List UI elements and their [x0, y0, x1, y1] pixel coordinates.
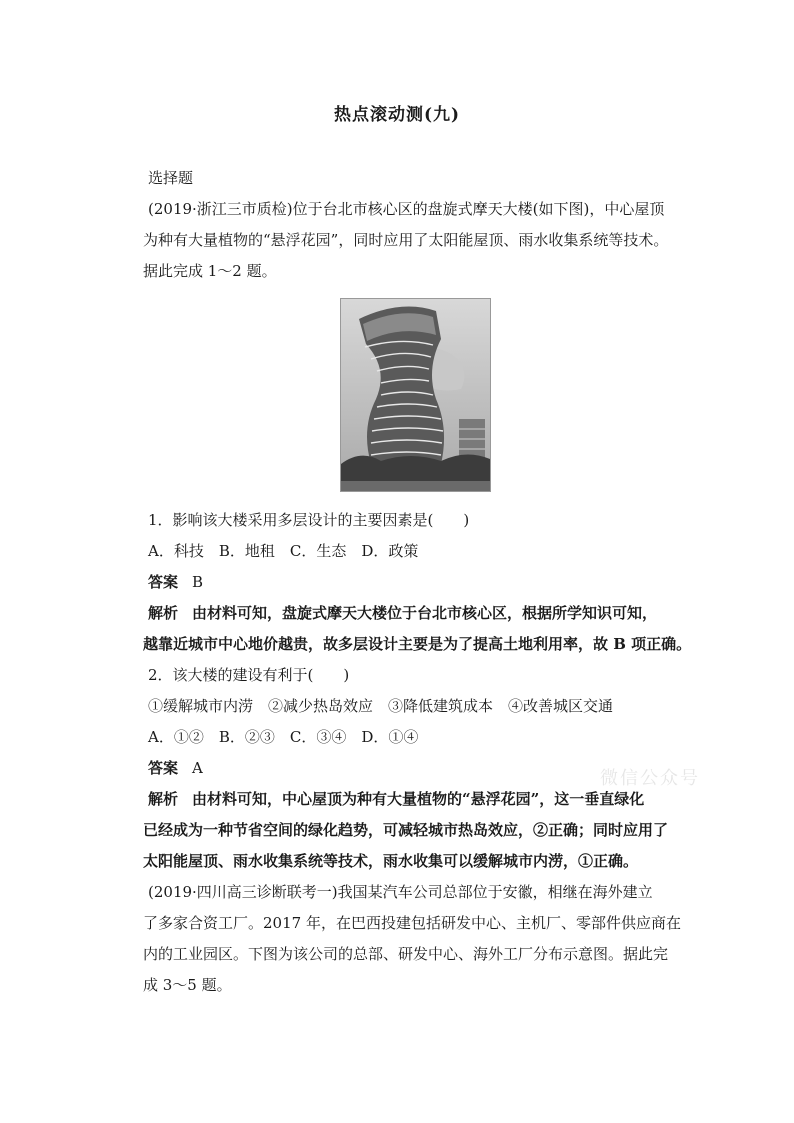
material-2-line-3: 内的工业园区。下图为该公司的总部、研发中心、海外工厂分布示意图。据此完 [143, 945, 669, 963]
material-1-line-2: 为种有大量植物的“悬浮花园”，同时应用了太阳能屋顶、雨水收集系统等技术。 [143, 231, 669, 249]
question-1-stem: 1．影响该大楼采用多层设计的主要因素是( ) [148, 511, 470, 529]
question-1-options: A．科技 B．地租 C．生态 D．政策 [148, 542, 419, 560]
material-1-line-1: (2019·浙江三市质检)位于台北市核心区的盘旋式摩天大楼(如下图)，中心屋顶 [148, 200, 665, 218]
building-photo [340, 298, 491, 492]
material-1-line-3: 据此完成 1～2 题。 [143, 262, 277, 280]
question-1-analysis-line-2: 越靠近城市中心地价越贵，故多层设计主要是为了提高土地利用率，故 B 项正确。 [143, 635, 692, 653]
question-1-analysis-line-1 [148, 602, 657, 624]
material-2-line-4: 成 3～5 题。 [143, 976, 232, 994]
analysis-label: 解析 [148, 604, 179, 622]
material-2-line-1: (2019·四川高三诊断联考一)我国某汽车公司总部位于安徽，相继在海外建立 [148, 883, 653, 901]
material-2-line-2: 了多家合资工厂。2017 年，在巴西投建包括研发中心、主机厂、零部件供应商在 [143, 914, 681, 932]
question-2-analysis-line-3: 太阳能屋顶、雨水收集系统等技术，雨水收集可以缓解城市内涝，①正确。 [143, 852, 639, 870]
analysis-text: 由材料可知，盘旋式摩天大楼位于台北市核心区，根据所学知识可知， [192, 604, 658, 622]
answer-label: 答案 [148, 759, 179, 777]
question-2-answer [148, 757, 203, 779]
answer-value: B [192, 573, 204, 591]
question-2-options: A．①② B．②③ C．③④ D．①④ [148, 728, 419, 746]
analysis-label: 解析 [148, 790, 179, 808]
section-heading: 选择题 [148, 169, 194, 187]
question-2-choices: ①缓解城市内涝 ②减少热岛效应 ③降低建筑成本 ④改善城区交通 [148, 697, 614, 715]
question-1-answer [148, 571, 203, 593]
question-2-analysis-line-1 [148, 788, 644, 810]
analysis-text: 由材料可知，中心屋顶为种有大量植物的“悬浮花园”，这一垂直绿化 [192, 790, 645, 808]
answer-label: 答案 [148, 573, 179, 591]
watermark: 微信公众号 [600, 768, 700, 789]
spiral-tower-illustration [341, 299, 490, 491]
page-title: 热点滚动测(九) [333, 105, 461, 125]
question-2-analysis-line-2: 已经成为一种节省空间的绿化趋势，可减轻城市热岛效应，②正确；同时应用了 [143, 821, 669, 839]
answer-value: A [192, 759, 203, 777]
question-2-stem: 2．该大楼的建设有利于( ) [148, 666, 350, 684]
